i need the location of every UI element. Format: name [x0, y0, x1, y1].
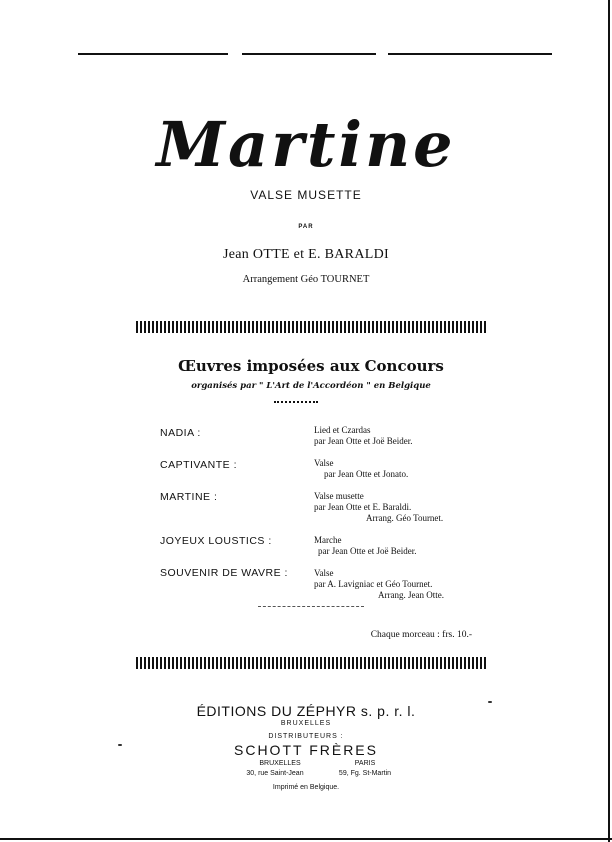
work-detail-line: par Jean Otte et E. Baraldi.: [314, 502, 412, 512]
top-rule-3: [388, 53, 552, 55]
work-detail-line: Arrang. Jean Otte.: [378, 590, 444, 600]
box-border-bottom: [136, 657, 486, 669]
work-detail-line: par A. Lavigniac et Géo Tournet.: [314, 579, 433, 589]
distributor-city-left: BRUXELLES: [259, 760, 301, 767]
distributor-name: SCHOTT FRÈRES: [234, 742, 378, 758]
distributors-label: DISTRIBUTEURS :: [268, 733, 344, 740]
dotted-separator: [274, 401, 318, 403]
distributor-address-right: 59, Fg. St-Martin: [338, 770, 392, 777]
publisher-city: BRUXELLES: [280, 720, 332, 727]
page-edge-bottom: [0, 838, 612, 840]
top-rule-2: [242, 53, 376, 55]
work-title-joyeux-loustics: JOYEUX LOUSTICS :: [160, 535, 272, 547]
work-detail-martine: [314, 491, 470, 524]
work-detail-line: Valse musette: [314, 491, 364, 501]
scan-speck: [118, 744, 122, 746]
work-detail-captivante: [314, 458, 470, 480]
work-detail-line: Arrang. Géo Tournet.: [366, 513, 444, 523]
printed-note: Imprimé en Belgique.: [272, 784, 340, 791]
box-title: Œuvres imposées aux Concours: [178, 357, 444, 375]
top-rule-1: [78, 53, 228, 55]
work-detail-line: Valse: [314, 568, 334, 578]
par-label: PAR: [298, 224, 314, 230]
work-detail-line: Lied et Czardas: [314, 425, 371, 435]
work-detail-line: par Jean Otte et Jonato.: [324, 469, 409, 479]
work-title-nadia: NADIA :: [160, 427, 201, 439]
song-title: Martine: [156, 108, 456, 181]
work-detail-line: par Jean Otte et Joë Beider.: [318, 546, 417, 556]
work-title-captivante: CAPTIVANTE :: [160, 459, 237, 471]
box-border-top: [136, 321, 486, 333]
song-subtitle: VALSE MUSETTE: [250, 188, 362, 202]
work-title-souvenir-de-wavre: SOUVENIR DE WAVRE :: [160, 567, 288, 579]
work-detail-nadia: [314, 425, 470, 447]
work-detail-line: Valse: [314, 458, 334, 468]
work-title-martine: MARTINE :: [160, 491, 218, 503]
distributor-city-right: PARIS: [354, 760, 376, 767]
box-subtitle: organisés par " L'Art de l'Accordéon " en Belgique: [191, 381, 431, 391]
dashed-separator: [258, 606, 364, 607]
arranger-line: Arrangement Géo TOURNET: [242, 274, 370, 285]
distributor-address-left: 30, rue Saint-Jean: [246, 770, 304, 777]
work-detail-souvenir-de-wavre: [314, 568, 470, 601]
authors-line: Jean OTTE et E. BARALDI: [223, 247, 389, 262]
work-detail-joyeux-loustics: [314, 535, 470, 557]
works-box: [136, 321, 486, 669]
work-detail-line: par Jean Otte et Joë Beider.: [314, 436, 413, 446]
price-line: Chaque morceau : frs. 10.-: [370, 630, 472, 640]
scan-speck: [488, 701, 492, 703]
publisher-name: ÉDITIONS DU ZÉPHYR s. p. r. l.: [196, 703, 416, 719]
work-detail-line: Marche: [314, 535, 342, 545]
